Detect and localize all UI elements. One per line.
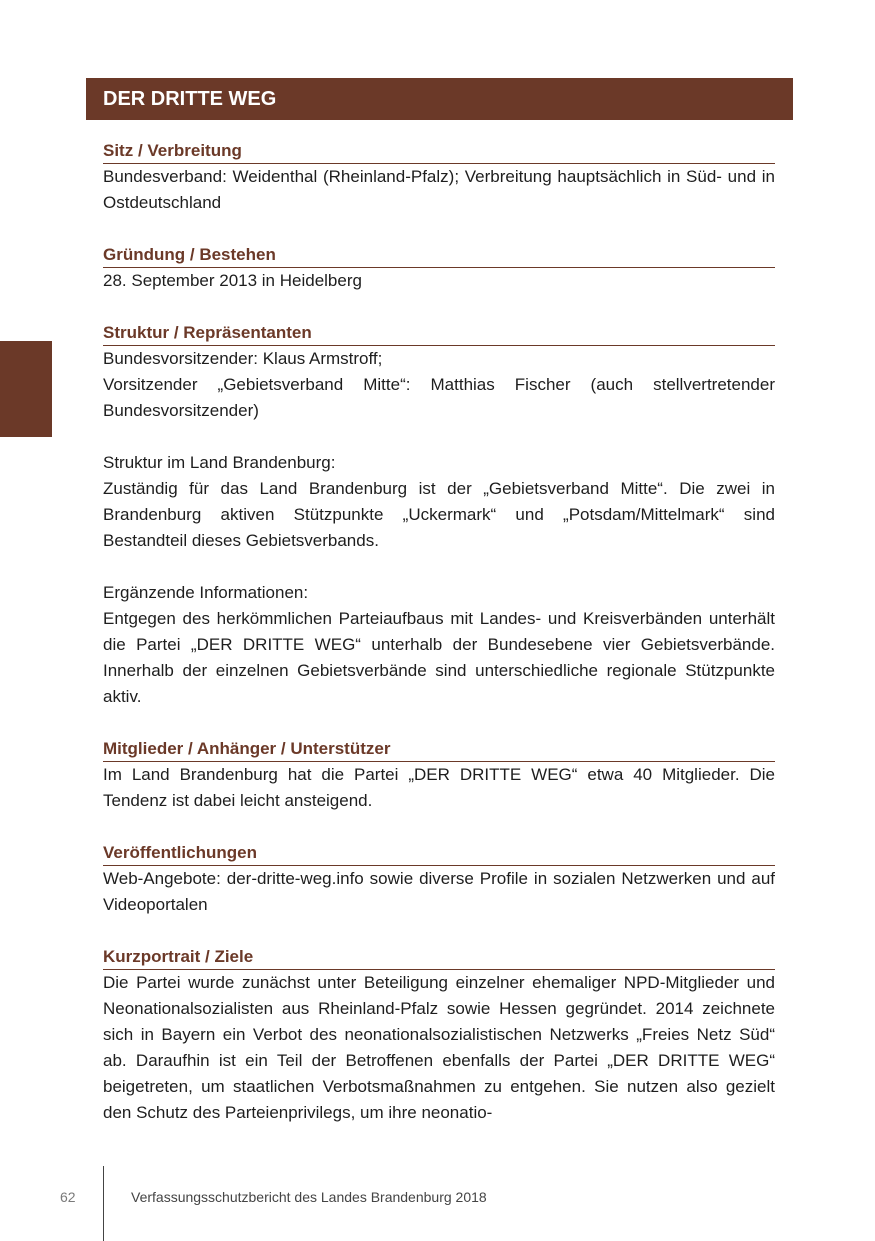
section-text-gruendung: 28. September 2013 in Heidelberg bbox=[103, 271, 362, 290]
struktur-info-label: Ergänzende Informationen: bbox=[103, 583, 309, 602]
section-text-mitglieder: Im Land Brandenburg hat die Partei „DER DRITTE WEG“ etwa 40 Mitglieder. Die Tendenz ist dabei leicht ansteigend. bbox=[103, 765, 775, 810]
section-heading-gruendung: Gründung / Bestehen bbox=[103, 242, 775, 268]
footer-title: Verfassungsschutzbericht des Landes Brandenburg 2018 bbox=[131, 1189, 487, 1205]
page-title: DER DRITTE WEG bbox=[86, 78, 793, 120]
footer-divider bbox=[103, 1166, 104, 1241]
struktur-brandenburg-text: Zuständig für das Land Brandenburg ist der „Gebietsverband Mitte“. Die zwei in Brandenburg aktiven Stützpunkte „Uckermark“ und „Potsdam/Mittelmark“ sind Bestandteil dieses Gebietsverbands. bbox=[103, 479, 775, 550]
section-heading-veroeffentlichungen: Veröffentlichungen bbox=[103, 840, 775, 866]
section-text-veroeffentlichungen: Web-Angebote: der-dritte-weg.info sowie diverse Profile in sozialen Netzwerken und auf Videoportalen bbox=[103, 869, 775, 914]
section-heading-mitglieder: Mitglieder / Anhänger / Unterstützer bbox=[103, 736, 775, 762]
struktur-brandenburg-label: Struktur im Land Brandenburg: bbox=[103, 453, 336, 472]
page-number: 62 bbox=[60, 1189, 76, 1205]
section-text-kurzportrait: Die Partei wurde zunächst unter Beteiligung einzelner ehemaliger NPD-Mitglieder und Neonationalsozialisten aus Rheinland-Pfalz sowie Hessen gegründet. 2014 zeichnete sich in Bayern ein Verbot des neonationalsozialistischen Netzwerks „Freies Netz Süd“ ab. Daraufhin ist ein Teil der Betroffenen ebenfalls der Partei „DER DRITTE WEG“ beigetreten, um staatlichen Verbotsmaßnahmen zu entgehen. Sie nutzen also gezielt den Schutz des Parteienprivilegs, um ihre neonatio- bbox=[103, 973, 775, 1122]
section-text-sitz: Bundesverband: Weidenthal (Rheinland-Pfalz); Verbreitung hauptsächlich in Süd- und in Ostdeutschland bbox=[103, 167, 775, 212]
section-heading-kurzportrait: Kurzportrait / Ziele bbox=[103, 944, 775, 970]
struktur-info-text: Entgegen des herkömmlichen Parteiaufbaus mit Landes- und Kreisverbänden unterhält die Partei „DER DRITTE WEG“ unterhalb der Bundesebene vier Gebietsverbände. Innerhalb der einzelnen Gebietsverbände sind unterschiedliche regionale Stützpunkte aktiv. bbox=[103, 609, 775, 706]
side-tab-marker bbox=[0, 341, 52, 437]
struktur-line-2: Vorsitzender „Gebietsverband Mitte“: Matthias Fischer (auch stellvertretender Bundesvorsitzender) bbox=[103, 375, 775, 420]
main-content bbox=[103, 138, 775, 1126]
section-heading-sitz: Sitz / Verbreitung bbox=[103, 138, 775, 164]
struktur-line-1: Bundesvorsitzender: Klaus Armstroff; bbox=[103, 349, 383, 368]
section-heading-struktur: Struktur / Repräsentanten bbox=[103, 320, 775, 346]
